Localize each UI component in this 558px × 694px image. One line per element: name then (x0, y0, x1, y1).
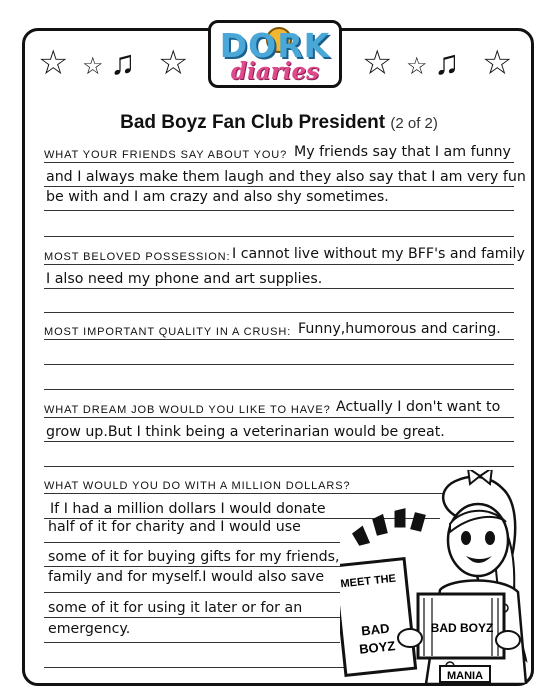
title-main: Bad Boyz Fan Club President (120, 112, 386, 133)
star-icon: ☆ (362, 44, 393, 82)
box-text: BAD BOYZ (430, 621, 494, 635)
poster-text-3: BOYZ (358, 638, 396, 657)
writing-line (44, 417, 514, 418)
writing-line (44, 236, 514, 237)
answer-dream-job-line-2: grow up.But I think being a veterinarian would be great. (46, 424, 445, 440)
star-icon: ☆ (406, 53, 428, 80)
writing-line (44, 364, 514, 365)
answer-million-line-6: emergency. (48, 621, 131, 637)
question-million-label: WHAT WOULD YOU DO WITH A MILLION DOLLARS? (44, 480, 351, 492)
answer-million-line-3: some of it for buying gifts for my friends, (48, 549, 340, 565)
question-friends-label: WHAT YOUR FRIENDS SAY ABOUT YOU? (44, 149, 288, 161)
page-title (0, 112, 558, 134)
music-note-icon: ♫ (434, 44, 460, 82)
writing-line (44, 389, 514, 390)
girl-fan-illustration (340, 470, 530, 684)
star-icon: ☆ (482, 44, 513, 82)
answer-million-line-4: family and for myself.I would also save (48, 569, 325, 585)
poster-text-2: BAD (360, 620, 391, 639)
writing-line (44, 288, 514, 289)
writing-line (44, 312, 514, 313)
answer-friends-line-1: My friends say that I am funny (294, 144, 511, 160)
logo-dork-text: DORK (219, 26, 331, 65)
answer-dream-job-line-1: Actually I don't want to (336, 399, 501, 415)
poster-text-1: MEET THE (340, 572, 397, 591)
shirt-text: MANIA (446, 670, 484, 682)
writing-line (44, 642, 340, 643)
dork-diaries-logo (208, 20, 342, 88)
writing-line (44, 210, 514, 211)
star-icon: ☆ (38, 44, 69, 82)
writing-line (44, 542, 340, 543)
logo-diaries-text: diaries (230, 58, 320, 85)
writing-line (44, 162, 514, 163)
answer-million-line-2: half of it for charity and I would use (48, 519, 301, 535)
writing-line (44, 466, 514, 467)
answer-friends-line-3: be with and I am crazy and also shy sometimes. (46, 189, 389, 205)
writing-line (44, 566, 340, 567)
writing-line (44, 592, 340, 593)
answer-possession-line-2: I also need my phone and art supplies. (46, 271, 323, 287)
star-icon: ☆ (158, 44, 189, 82)
writing-line (44, 264, 514, 265)
writing-line (44, 617, 340, 618)
answer-crush-line-1: Funny,humorous and caring. (298, 321, 501, 337)
writing-line (44, 441, 514, 442)
writing-line (44, 186, 514, 187)
answer-million-line-1: If I had a million dollars I would donate (50, 501, 326, 517)
answer-friends-line-2: and I always make them laugh and they also say that I am very fun (46, 169, 526, 185)
question-possession-label: MOST BELOVED POSSESSION: (44, 251, 231, 263)
answer-million-line-5: some of it for using it later or for an (48, 600, 303, 616)
question-dream-job-label: WHAT DREAM JOB WOULD YOU LIKE TO HAVE? (44, 404, 331, 416)
title-page-count: (2 of 2) (390, 115, 438, 132)
answer-possession-line-1: I cannot live without my BFF's and family (232, 246, 525, 262)
question-crush-label: MOST IMPORTANT QUALITY IN A CRUSH: (44, 326, 292, 338)
star-icon: ☆ (82, 53, 104, 80)
writing-line (44, 339, 514, 340)
music-note-icon: ♫ (110, 44, 136, 82)
